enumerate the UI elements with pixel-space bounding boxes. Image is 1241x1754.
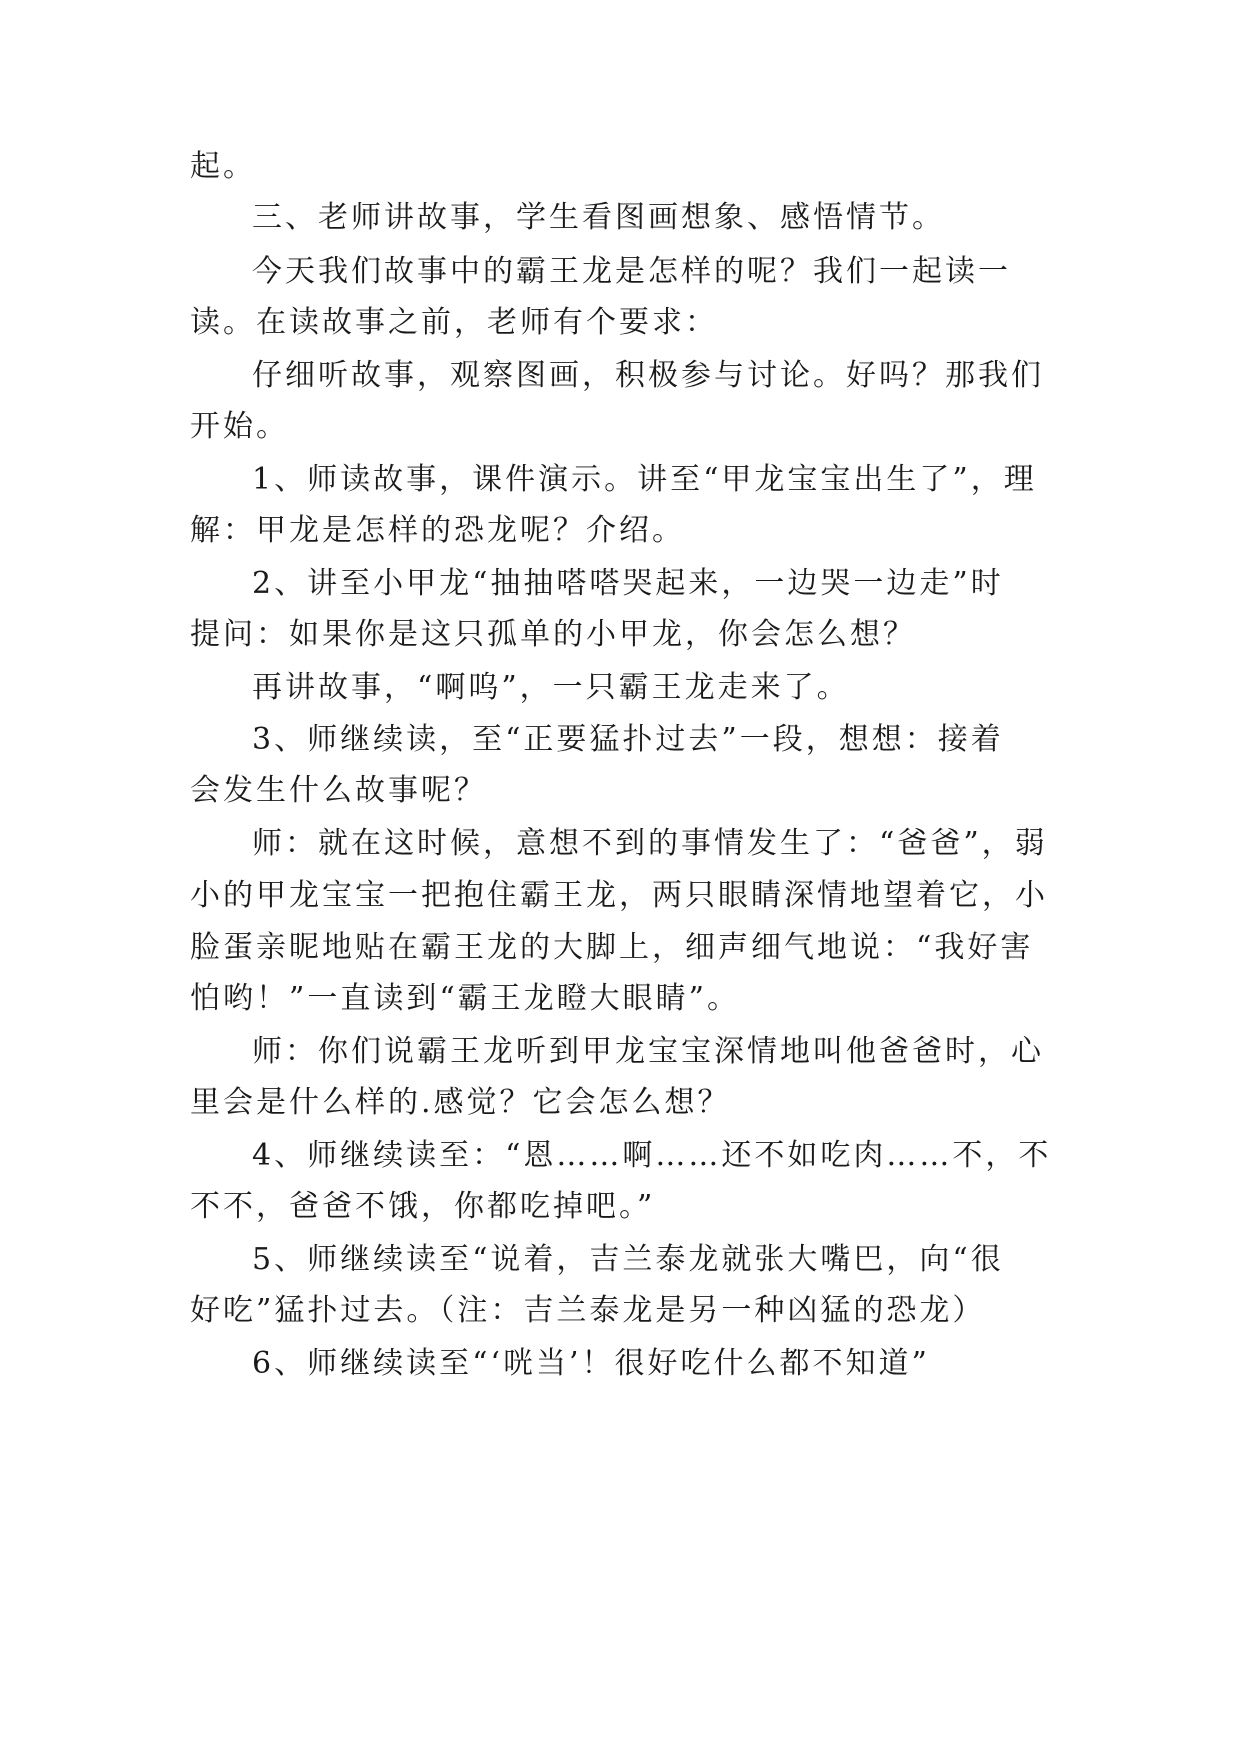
text-line: 小的甲龙宝宝一把抱住霸王龙，两只眼睛深情地望着它，小: [190, 878, 1048, 913]
section-heading: 三、老师讲故事，学生看图画想象、感悟情节。: [252, 200, 945, 235]
text-line: 仔细听故事，观察图画，积极参与讨论。好吗？那我们: [252, 358, 1044, 393]
text-line: 怕哟！”一直读到“霸王龙瞪大眼睛”。: [190, 981, 741, 1016]
text-line: 提问：如果你是这只孤单的小甲龙，你会怎么想？: [190, 617, 916, 652]
text-line: 师：你们说霸王龙听到甲龙宝宝深情地叫他爸爸时，心: [252, 1034, 1044, 1069]
text-line: 脸蛋亲昵地贴在霸王龙的大脚上，细声细气地说：“我好害: [190, 930, 1034, 965]
text-line: 3、师继续读，至“正要猛扑过去”一段，想想：接着: [252, 722, 1004, 757]
text-line: 2、讲至小甲龙“抽抽嗒嗒哭起来，一边哭一边走”时: [252, 566, 1004, 601]
text-line: 4、师继续读至：“恩……啊……还不如吃肉……不，不: [252, 1138, 1052, 1173]
text-line: 1、师读故事，课件演示。讲至“甲龙宝宝出生了”，理: [252, 462, 1037, 497]
text-line: 起。: [190, 149, 256, 184]
text-line: 不不，爸爸不饿，你都吃掉吧。”: [190, 1189, 656, 1224]
text-line: 读。在读故事之前，老师有个要求：: [190, 305, 718, 340]
text-line: 解：甲龙是怎样的恐龙呢？介绍。: [190, 513, 685, 548]
text-line: 好吃”猛扑过去。（注：吉兰泰龙是另一种凶猛的恐龙）: [190, 1293, 986, 1328]
text-line: 开始。: [190, 409, 289, 444]
text-line: 里会是什么样的.感觉？它会怎么想？: [190, 1085, 731, 1120]
text-line: 师：就在这时候，意想不到的事情发生了：“爸爸”，弱: [252, 826, 1048, 861]
text-line: 再讲故事，“啊呜”，一只霸王龙走来了。: [252, 670, 850, 705]
text-line: 5、师继续读至“说着，吉兰泰龙就张大嘴巴，向“很: [252, 1242, 1004, 1277]
text-line: 今天我们故事中的霸王龙是怎样的呢？我们一起读一: [252, 254, 1011, 289]
text-line: 会发生什么故事呢？: [190, 773, 487, 808]
text-line: 6、师继续读至“‘咣当’！很好吃什么都不知道”: [252, 1346, 930, 1381]
